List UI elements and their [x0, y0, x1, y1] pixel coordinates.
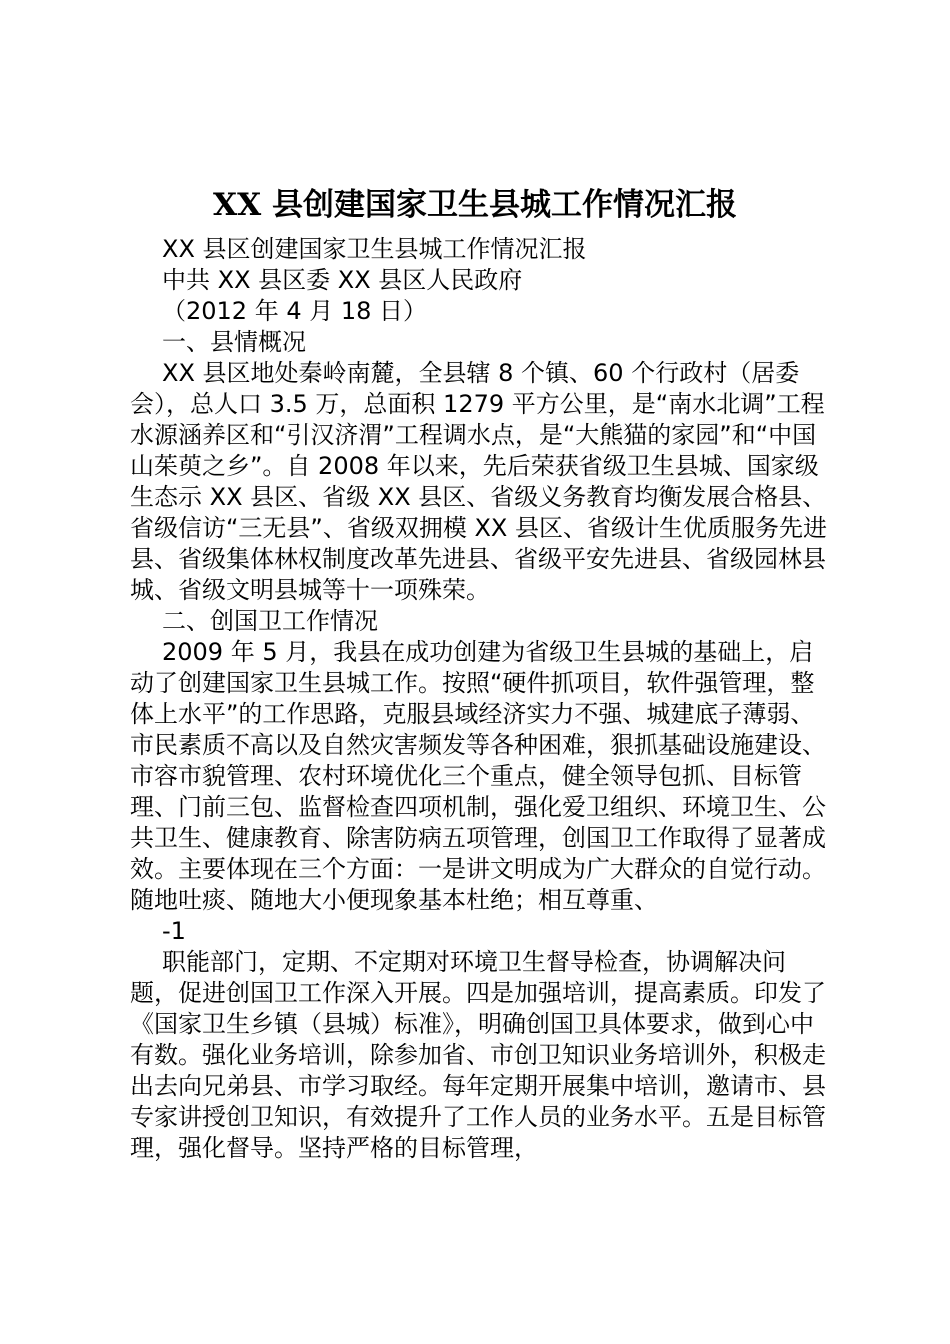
title-prefix: XX: [213, 187, 262, 223]
date-line: （2012 年 4 月 18 日）: [162, 297, 428, 325]
subtitle-line: XX 县区创建国家卫生县城工作情况汇报: [162, 235, 587, 263]
paragraph-overview: XX 县区地处秦岭南麓，全县辖 8 个镇、60 个行政村（居委会），总人口 3.5 万，总面积 1279 平方公里，是“南水北调”工程水源涵养区和“引汉济渭”工程调水点，是“大熊猫的家园”和“中国山茱萸之乡”。自 2008 年以来，先后荣获省级卫生县城、国家级生态示 XX 县区、省级 XX 县区、省级义务教育均衡发展合格县、省级信访“三无县”、省级双拥模 XX 县区、省级计生优质服务先进县、省级集体林权制度改革先进县、省级平安先进县、省级园林县城、省级文明县城等十一项殊荣。: [130, 359, 828, 604]
paragraph-continue: 职能部门，定期、不定期对环境卫生督导检查，协调解决问题，促进创国卫工作深入开展。四是加强培训，提高素质。印发了《国家卫生乡镇（县城）标准》，明确创国卫具体要求，做到心中有数。强化业务培训，除参加省、市创卫知识业务培训外，积极走出去向兄弟县、市学习取经。每年定期开展集中培训，邀请市、县专家讲授创卫知识，有效提升了工作人员的业务水平。五是目标管理，强化督导。坚持严格的目标管理，: [130, 948, 826, 1162]
page-marker: -1: [162, 917, 186, 945]
section-heading-two: 二、创国卫工作情况: [162, 607, 378, 635]
issuer-line: 中共 XX 县区委 XX 县区人民政府: [162, 266, 523, 294]
paragraph-work: 2009 年 5 月，我县在成功创建为省级卫生县城的基础上，启动了创建国家卫生县城工作。按照“硬件抓项目，软件强管理，整体上水平”的工作思路，克服县域经济实力不强、城建底子薄弱、市民素质不高以及自然灾害频发等各种困难，狠抓基础设施建设、市容市貌管理、农村环境优化三个重点，健全领导包抓、目标管理、门前三包、监督检查四项机制，强化爱卫组织、环境卫生、公共卫生、健康教育、除害防病五项管理，创国卫工作取得了显著成效。主要体现在三个方面：一是讲文明成为广大群众的自觉行动。随地吐痰、随地大小便现象基本杜绝；相互尊重、: [130, 638, 826, 914]
document-title: [0, 181, 950, 229]
section-heading-one: 一、县情概况: [162, 328, 306, 356]
title-text: 县创建国家卫生县城工作情况汇报: [261, 187, 737, 223]
document-body: [130, 234, 830, 1164]
